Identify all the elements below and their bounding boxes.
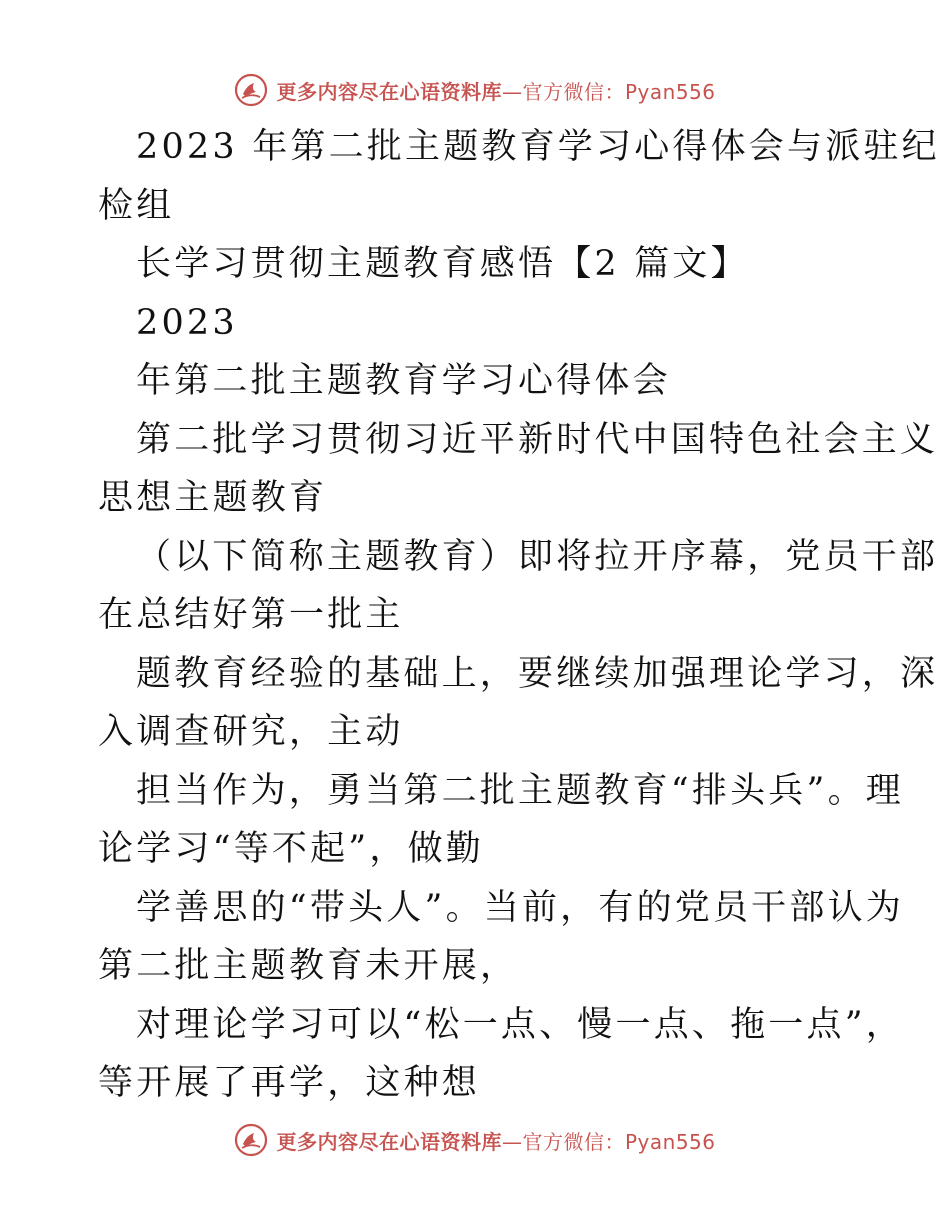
watermark-official: 官方微信： bbox=[522, 1129, 625, 1154]
watermark-dash: — bbox=[501, 1129, 523, 1154]
doc-line: 对理论学习可以“松一点、慢一点、拖一点”， bbox=[136, 1004, 904, 1045]
watermark-wechat-id: Pyan556 bbox=[624, 1129, 716, 1154]
footer-watermark bbox=[0, 1118, 950, 1162]
doc-line: 题教育经验的基础上，要继续加强理论学习，深 bbox=[136, 653, 939, 694]
watermark-main: 更多内容尽在心语资料库 bbox=[276, 1129, 502, 1154]
doc-line: （以下简称主题教育）即将拉开序幕，党员干部 bbox=[136, 536, 939, 577]
header-watermark bbox=[0, 68, 950, 112]
doc-line: 检组 bbox=[98, 185, 175, 226]
doc-line: 长学习贯彻主题教育感悟【2 篇文】 bbox=[136, 244, 749, 284]
watermark-text bbox=[276, 76, 715, 105]
doc-line: 论学习“等不起”，做勤 bbox=[98, 829, 484, 869]
book-logo-icon bbox=[234, 1123, 268, 1157]
doc-line: 2023 bbox=[136, 302, 238, 343]
doc-line: 2023 年第二批主题教育学习心得体会与派驻纪 bbox=[136, 127, 940, 167]
doc-line: 学善思的“带头人”。当前，有的党员干部认为 bbox=[136, 887, 904, 928]
doc-line: 第二批学习贯彻习近平新时代中国特色社会主义 bbox=[136, 419, 939, 460]
doc-line: 等开展了再学，这种想 bbox=[98, 1063, 481, 1103]
doc-line: 年第二批主题教育学习心得体会 bbox=[136, 361, 671, 401]
doc-line: 第二批主题教育未开展， bbox=[98, 946, 519, 986]
watermark-dash: — bbox=[501, 79, 523, 104]
doc-line: 在总结好第一批主 bbox=[98, 595, 404, 635]
watermark-wechat-id: Pyan556 bbox=[624, 79, 716, 104]
doc-line: 思想主题教育 bbox=[98, 478, 328, 518]
watermark-text bbox=[276, 1126, 715, 1155]
watermark-official: 官方微信： bbox=[522, 79, 625, 104]
document-body bbox=[98, 118, 940, 1113]
doc-line: 入调查研究，主动 bbox=[98, 712, 404, 752]
book-logo-icon bbox=[234, 73, 268, 107]
watermark-main: 更多内容尽在心语资料库 bbox=[276, 79, 502, 104]
doc-line: 担当作为，勇当第二批主题教育“排头兵”。理 bbox=[136, 770, 904, 811]
